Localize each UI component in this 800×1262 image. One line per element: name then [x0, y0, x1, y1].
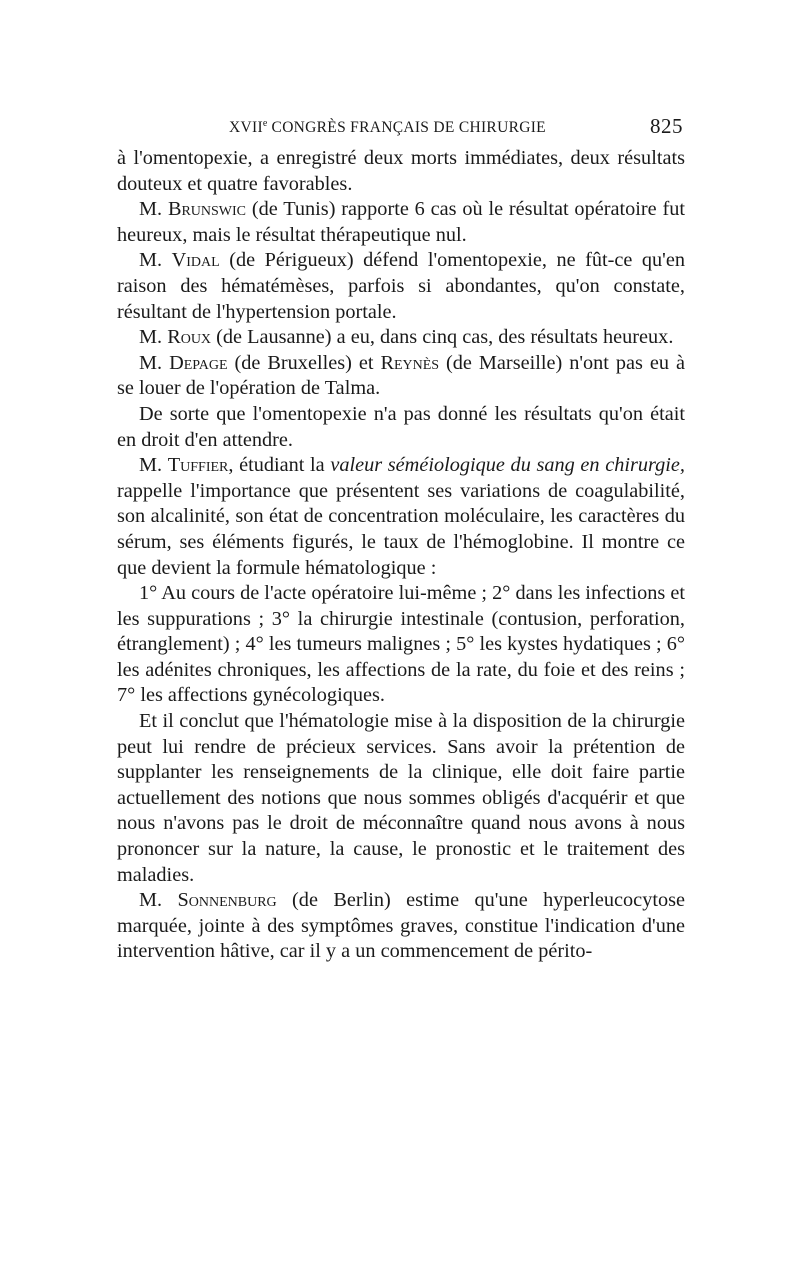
paragraph-roux: M. Roux (de Lausanne) a eu, dans cinq cas, des résultats heureux.: [139, 326, 674, 349]
page-number: 825: [650, 114, 683, 138]
surgeon-name: Tuffier: [167, 454, 229, 477]
paragraph-conclusion-omentopexie: De sorte que l'omentopexie n'a pas donné les résultats qu'on était en droit d'en attendre.: [117, 402, 685, 451]
paragraph-vidal: M. Vidal (de Périgueux) défend l'omentopexie, ne fût-ce qu'en raison des hématémèses, parfois si abondantes, qu'on constate, résultant de l'hypertension portale.: [117, 249, 685, 323]
running-title: XVIIe CONGRÈS FRANÇAIS DE CHIRURGIE: [229, 118, 546, 136]
running-head: [117, 110, 685, 140]
paragraph-depage-reynes: M. Depage (de Bruxelles) et Reynès (de Marseille) n'ont pas eu à se louer de l'opération de Talma.: [117, 351, 685, 400]
paragraph-enumeration: 1° Au cours de l'acte opératoire lui-même ; 2° dans les infections et les suppurations ; 3° la chirurgie intestinale (contusion, perforation, étranglement) ; 4° les tumeurs malignes ; 5° les kystes hydatiques ; 6° les adénites chroniques, les affections de la rate, du foie et des reins ; 7° les affections gynécologiques.: [117, 582, 685, 707]
surgeon-name: Depage: [169, 351, 228, 374]
paragraph-omentopexie-continuation: à l'omentopexie, a enregistré deux morts immédiates, deux résultats douteux et quatre favorables.: [117, 147, 685, 195]
paragraph-sonnenburg: M. Sonnenburg (de Berlin) estime qu'une hyperleucocytose marquée, jointe à des symptômes graves, constitue l'indication d'une intervention hâtive, car il y a un commencement de périto-: [117, 889, 685, 963]
surgeon-name: Brunswic: [167, 198, 247, 221]
surgeon-name: Reynès: [380, 351, 440, 374]
body-text: [117, 146, 685, 965]
italic-topic: valeur séméiologique du sang en chirurgie,: [330, 454, 686, 477]
surgeon-name: Sonnenburg: [177, 889, 277, 912]
surgeon-name: Vidal: [171, 249, 220, 272]
paragraph-hematologie: Et il conclut que l'hématologie mise à la disposition de la chirurgie peut lui rendre de précieux services. Sans avoir la prétention de supplanter les renseignements de la clinique, elle doit faire partie actuellement des notions que nous sommes obligés d'acquérir et que nous n'avons pas le droit de méconnaître quand nous avons à nous prononcer sur la nature, la cause, le pronostic et le traitement des maladies.: [117, 710, 685, 886]
book-page: [117, 110, 685, 965]
paragraph-tuffier: M. Tuffier, étudiant la valeur séméiologique du sang en chirurgie, rappelle l'importance que présentent ses variations de coagulabilité, son alcalinité, son état de concentration moléculaire, les caractères du sérum, ses éléments figurés, le taux de l'hémoglobine. Il montre ce que devient la formule hématologique :: [117, 454, 686, 579]
surgeon-name: Roux: [167, 326, 212, 349]
paragraph-brunswic: M. Brunswic (de Tunis) rapporte 6 cas où le résultat opératoire fut heureux, mais le résultat thérapeutique nul.: [117, 198, 685, 246]
